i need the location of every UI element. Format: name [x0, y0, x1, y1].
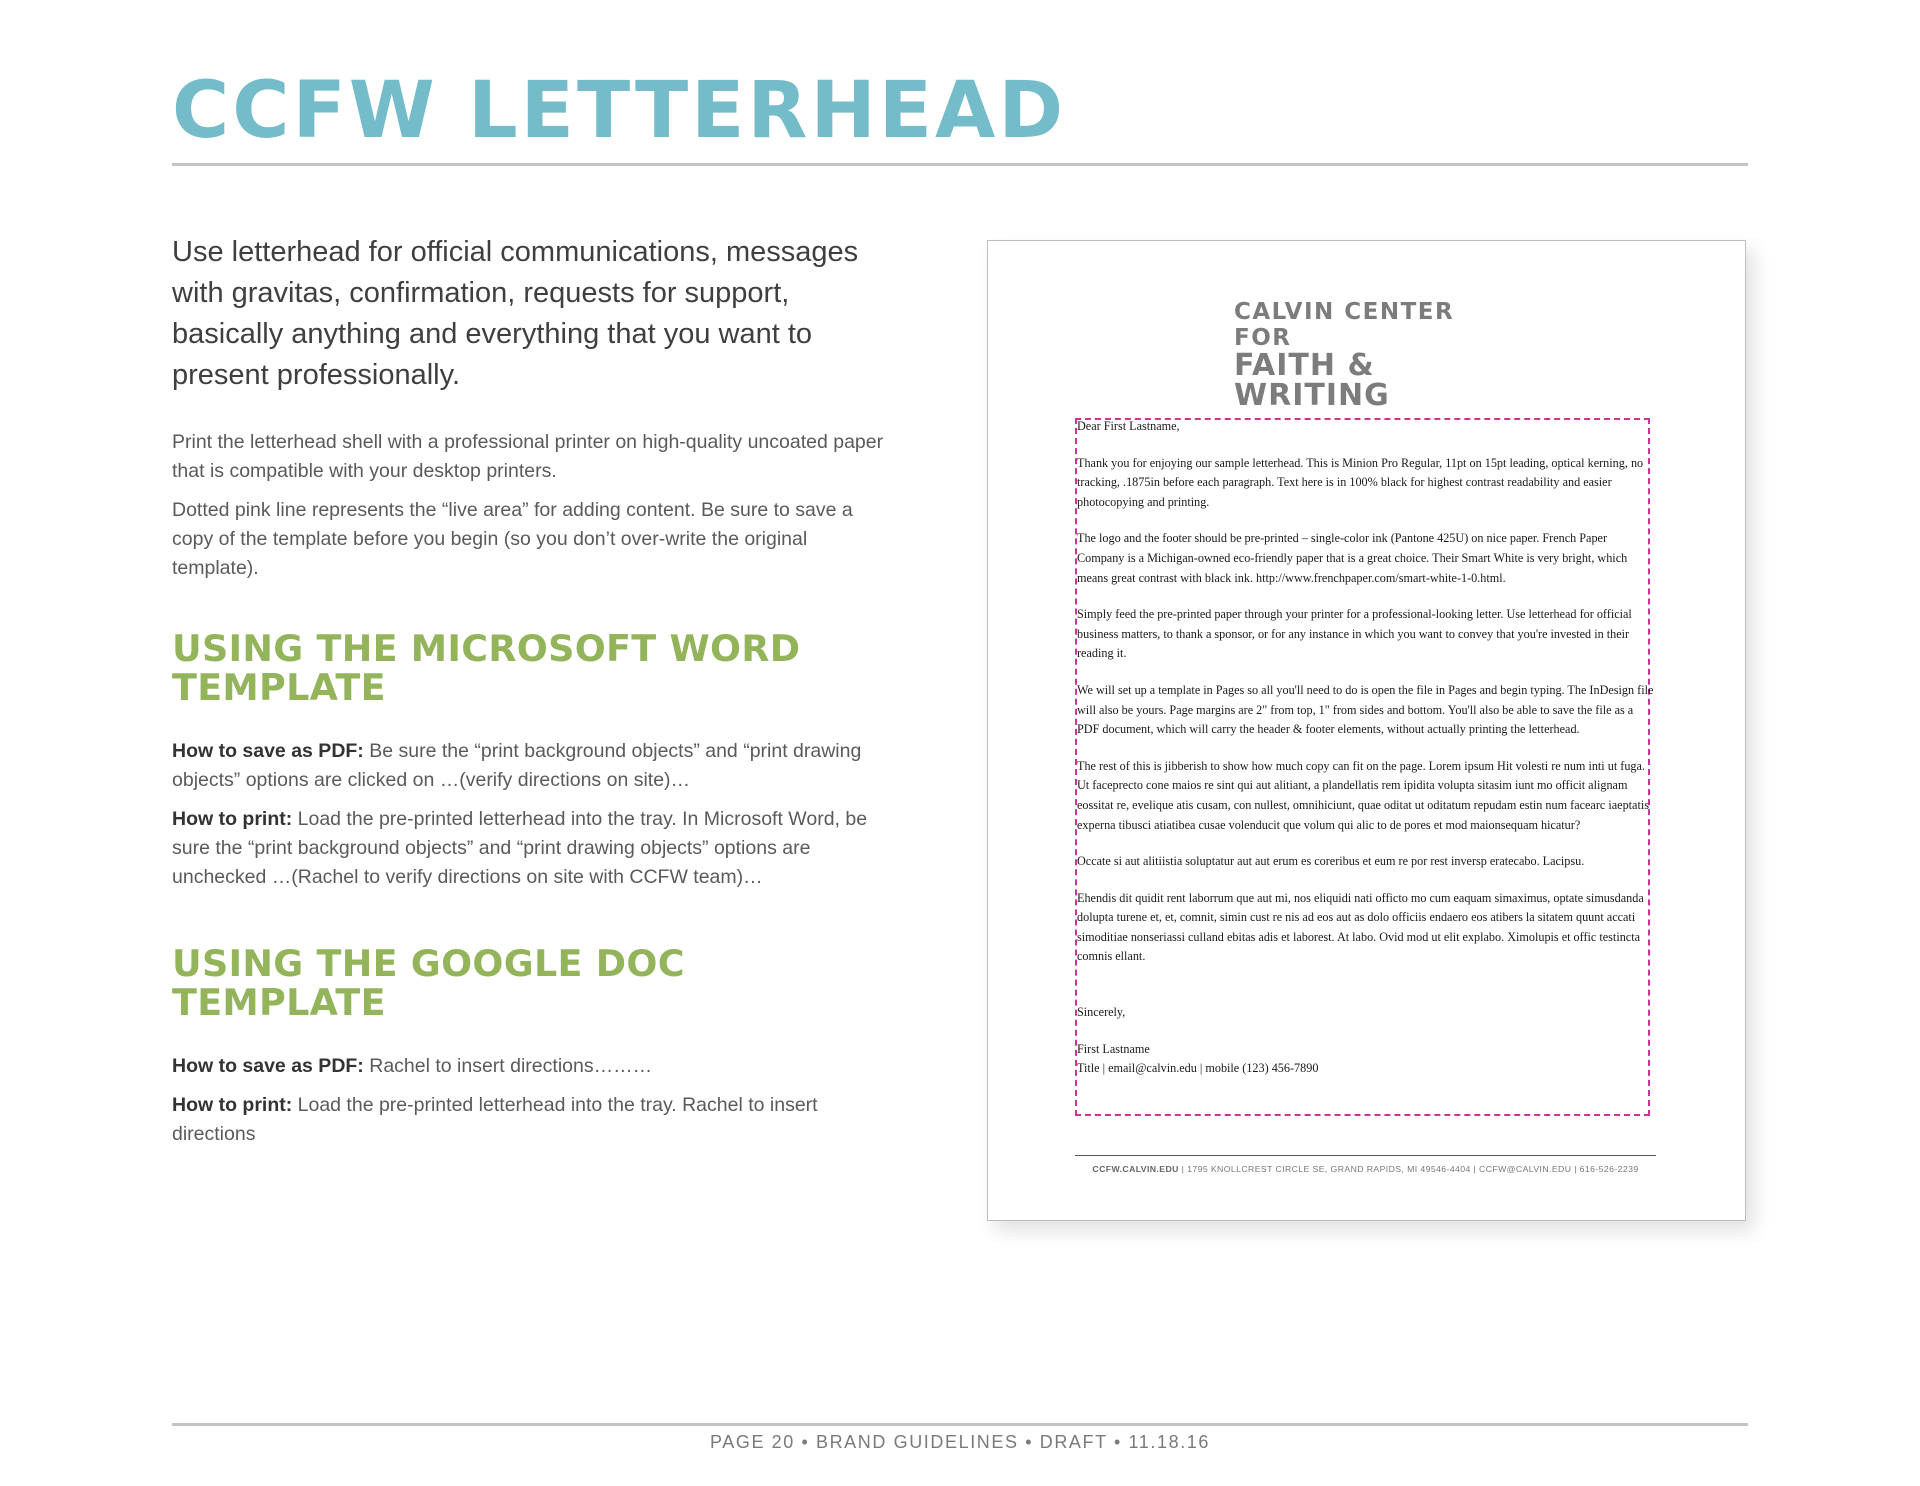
signer-name: First Lastname — [1077, 1041, 1150, 1056]
letter-paragraph: Occate si aut alitiistia soluptatur aut aut erum es coreribus et eum re por rest inversp eratecabo. Lacipsu. — [1077, 854, 1585, 869]
footer-contact-info: | 1795 KNOLLCREST CIRCLE SE, GRAND RAPIDS, MI 49546-4404 | CCFW@CALVIN.EDU | 616-526-2239 — [1178, 1164, 1639, 1174]
guidelines-column — [172, 232, 892, 1159]
google-print — [172, 1091, 892, 1149]
letter-paragraph: We will set up a template in Pages so all you'll need to do is open the file in Pages and begin typing. The InDesign file will also be yours. Page margins are 2" from top, 1" from sides and bottom. You'll also be able to save the file as a PDF document, which will carry the header & footer elements, without actually printing the letterhead. — [1077, 682, 1654, 737]
footer-website: CCFW.CALVIN.EDU — [1092, 1164, 1179, 1174]
print-text: Load the pre-printed letterhead into the tray. In Microsoft Word, be sure the “print background objects” and “print drawing objects” options are unchecked …(Rachel to verify directions on site with CCFW team)… — [172, 808, 868, 888]
org-name-line1: CALVIN CENTER FOR — [1234, 299, 1455, 351]
save-pdf-text: Rachel to insert directions……… — [363, 1055, 653, 1077]
footer-divider — [172, 1423, 1748, 1426]
google-template-heading: USING THE GOOGLE DOC TEMPLATE — [172, 942, 685, 1024]
letter-footer — [1075, 1164, 1656, 1174]
letter-paragraph: Thank you for enjoying our sample letterhead. This is Minion Pro Regular, 11pt on 15pt leading, optical kerning, no tracking, .1875in before each paragraph. Text here is in 100% black for highest contrast readability and easier photocopying and printing. — [1077, 455, 1644, 509]
word-print — [172, 805, 892, 892]
print-label: How to print: — [172, 1094, 293, 1116]
page-title: CCFW LETTERHEAD — [172, 66, 1067, 156]
save-pdf-label: How to save as PDF: — [172, 1055, 364, 1077]
save-pdf-label: How to save as PDF: — [172, 740, 364, 762]
intro-paragraph: Use letterhead for official communications, messages with gravitas, confirmation, requests for support, basically anything and everything that you want to present professionally. — [172, 236, 859, 391]
org-name-line2: FAITH & WRITING — [1234, 348, 1390, 413]
letter-paragraph: The logo and the footer should be pre-printed – single-color ink (Pantone 425U) on nice paper. French Paper Company is a Michigan-owned eco-friendly paper that is a great choice. Their Smart White is very bright, which means great contrast with black ink. http://www.frenchpaper.com/smart-white-1-0.html. — [1077, 531, 1628, 585]
letterhead-preview — [987, 240, 1746, 1221]
letter-salutation: Dear First Lastname, — [1077, 419, 1180, 433]
letter-footer-divider — [1075, 1155, 1656, 1156]
google-save-pdf — [172, 1052, 892, 1081]
letter-body — [1077, 417, 1657, 1079]
letter-paragraph: The rest of this is jibberish to show how much copy can fit on the page. Lorem ipsum Hit volesti re num inti ut fuga. Ut faceprecto cone maios re sint qui aut alitiant, a plandellatis rem ipidita volupta sitasim iunt mo officit alignam eossitat re, evelique atis cusam, con nullest, omnihiciunt, quae oditat ut oditatum repudam estin num facearc iaeptatis experna tibusci atiatibea cusae volenducit que volum qui alic to de pores et mod maionsequam hicatur? — [1077, 758, 1649, 832]
letter-paragraph: Simply feed the pre-printed paper through your printer for a professional-looking letter. Use letterhead for official business matters, to thank a sponsor, or for any instance in which you want to convey that you're invested in their reading it. — [1077, 607, 1632, 661]
save-pdf-text: Be sure the “print background objects” and “print drawing objects” options are clicked on …(verify directions on site)… — [172, 740, 862, 791]
print-label: How to print: — [172, 808, 293, 830]
signer-contact: Title | email@calvin.edu | mobile (123) 456-7890 — [1077, 1061, 1319, 1076]
live-area-note: Dotted pink line represents the “live area” for adding content. Be sure to save a copy of the template before you begin (so you don’t over-write the original template). — [172, 499, 853, 579]
letter-closing: Sincerely, — [1077, 1005, 1126, 1020]
org-logo — [1234, 299, 1514, 411]
print-instructions: Print the letterhead shell with a professional printer on high-quality uncoated paper that is compatible with your desktop printers. — [172, 431, 884, 482]
letter-paragraph: Ehendis dit quidit rent laborrum que aut mi, nos eliquidi nati officto mo cum eaquam simaximus, optate simusdanda dolupta turene et, et, comnit, simin cust re nis ad eos aut as dolo officiis endaero eos atibers la sitatem quunt accati simoditiae nonseriassi culland ebitas adis et laborest. At labo. Ovid mod ut elit explabo. Ximolupis et offic testincta comnis ellant. — [1077, 890, 1644, 964]
page-footer: PAGE 20 • BRAND GUIDELINES • DRAFT • 11.18.16 — [709, 1432, 1211, 1452]
title-divider — [172, 163, 1748, 166]
print-text: Load the pre-printed letterhead into the tray. Rachel to insert directions — [172, 1094, 818, 1145]
word-save-pdf — [172, 737, 892, 795]
word-template-heading: USING THE MICROSOFT WORD TEMPLATE — [172, 627, 801, 709]
